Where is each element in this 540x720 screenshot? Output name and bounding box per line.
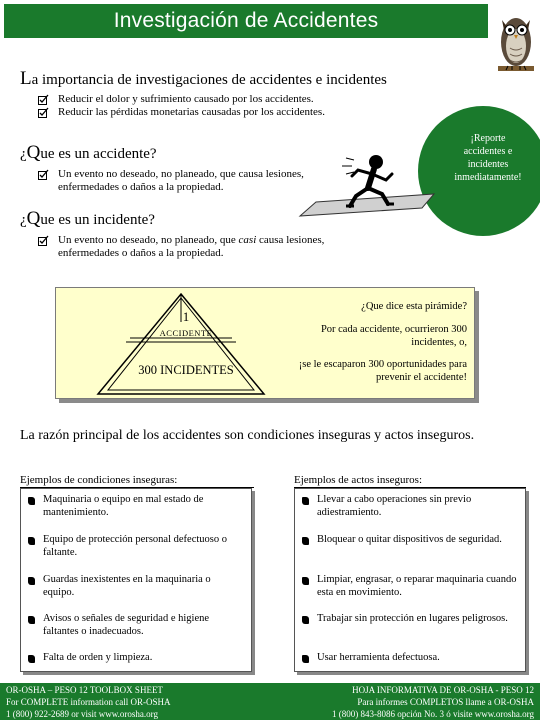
report-line: accidentes e <box>463 146 513 157</box>
owl-logo-icon <box>494 8 538 78</box>
footer-line: For COMPLETE information call OR-OSHA <box>6 697 171 707</box>
heading-text: ue es un accidente? <box>40 146 157 162</box>
heading-text: a importancia de investigaciones de accidentes e incidentes <box>31 72 387 88</box>
checkbox-bullet-icon <box>38 94 49 105</box>
acts-heading: Ejemplos de actos inseguros: <box>294 474 423 486</box>
list-item: Bloquear o quitar dispositivos de seguridad. <box>317 534 502 545</box>
bullet-icon <box>302 655 309 663</box>
bullet-icon <box>28 655 35 663</box>
report-line: inmediatamente! <box>454 172 522 183</box>
pyramid-answer-1: Por cada accidente, ocurrieron 300 incidentes, o, <box>320 324 467 348</box>
list-item: Llevar a cabo operaciones sin previo adiestramiento. <box>317 494 472 518</box>
report-line: incidentes <box>467 159 509 170</box>
main-cause-statement: La razón principal de los accidentes son condiciones inseguras y actos inseguros. <box>20 428 475 443</box>
acts-box <box>294 488 526 672</box>
footer-line: 1 (800) 922-2689 or visit www.orosha.org <box>6 709 158 719</box>
importance-list <box>38 93 387 119</box>
heading-initial: Q <box>26 142 41 163</box>
bullet-icon <box>28 577 35 585</box>
list-item: Limpiar, engrasar, o reparar maquinaria cuando esta en movimiento. <box>317 574 517 598</box>
list-item-text <box>58 234 324 259</box>
checkbox-bullet-icon <box>38 169 49 180</box>
footer-line: OR-OSHA – PESO 12 TOOLBOX SHEET <box>6 685 163 695</box>
footer <box>0 683 540 720</box>
pyramid-question: ¿Que dice esta pirámide? <box>361 301 467 312</box>
bullet-icon <box>28 616 35 624</box>
list-item <box>38 93 387 106</box>
heading-prefix: ¿ <box>20 212 27 228</box>
bullet-icon <box>28 497 35 505</box>
bullet-icon <box>28 537 35 545</box>
conditions-heading: Ejemplos de condiciones inseguras: <box>20 474 178 486</box>
list-item: Guardas inexistentes en la maquinaria o equipo. <box>43 574 211 598</box>
text-part: causa lesiones, enfermedades o daños a la propiedad. <box>58 234 325 259</box>
text-part: Un evento no deseado, no planeado, que <box>58 234 239 246</box>
pyramid-top-number: 1 <box>182 309 190 324</box>
bullet-icon <box>302 616 309 624</box>
list-item: Trabajar sin protección en lugares peligrosos. <box>317 613 508 624</box>
list-item: Maquinaria o equipo en mal estado de mantenimiento. <box>43 494 204 518</box>
pyramid-base-label: 300 INCIDENTES <box>138 363 234 377</box>
conditions-box <box>20 488 252 672</box>
footer-line: Para informes COMPLETOS llame a OR-OSHA <box>357 697 534 707</box>
incident-list <box>38 234 380 260</box>
title-bar <box>4 4 488 38</box>
list-item-text: Reducir el dolor y sufrimiento causado por los accidentes. <box>58 93 314 105</box>
footer-line: HOJA INFORMATIVA DE OR-OSHA - PESO 12 <box>352 685 534 695</box>
list-item-text: Un evento no deseado, no planeado, que causa lesiones, enfermedades o daños a la propiedad. <box>58 168 304 193</box>
checkbox-bullet-icon <box>38 235 49 246</box>
pyramid-box <box>55 287 475 399</box>
checkbox-bullet-icon <box>38 107 49 118</box>
report-line: ¡Reporte <box>470 133 506 144</box>
list-item: Avisos o señales de seguridad e higiene faltantes o inadecuados. <box>43 613 210 637</box>
footer-left <box>6 684 171 720</box>
pyramid-top-label: ACCIDENTE <box>159 328 213 338</box>
incident-heading <box>20 208 380 230</box>
page-title: Investigación de Accidentes <box>113 9 379 32</box>
heading-text: ue es un incidente? <box>40 212 155 228</box>
emphasis-text: casi <box>238 234 257 246</box>
list-item: Usar herramienta defectuosa. <box>317 652 440 663</box>
report-callout <box>418 106 540 236</box>
pyramid-answer-2: ¡se le escaparon 300 oportunidades para prevenir el accidente! <box>298 359 467 383</box>
heading-initial: L <box>20 68 32 89</box>
footer-right <box>332 684 534 720</box>
importance-heading <box>20 68 387 90</box>
pyramid-icon <box>96 288 266 400</box>
list-item: Falta de orden y limpieza. <box>43 652 153 663</box>
importance-section <box>20 68 387 119</box>
incident-section <box>20 208 380 260</box>
list-item-text: Reducir las pérdidas monetarias causadas por los accidentes. <box>58 106 325 118</box>
bullet-icon <box>302 497 309 505</box>
list-item: Equipo de protección personal defectuoso o faltante. <box>43 534 227 558</box>
list-item <box>38 106 387 119</box>
bullet-icon <box>302 577 309 585</box>
bullet-icon <box>302 537 309 545</box>
heading-prefix: ¿ <box>20 146 27 162</box>
footer-line: 1 (800) 843-8086 opción No. 3 ó visite www.orosha.org <box>332 709 534 719</box>
heading-initial: Q <box>26 208 41 229</box>
list-item <box>38 234 380 260</box>
